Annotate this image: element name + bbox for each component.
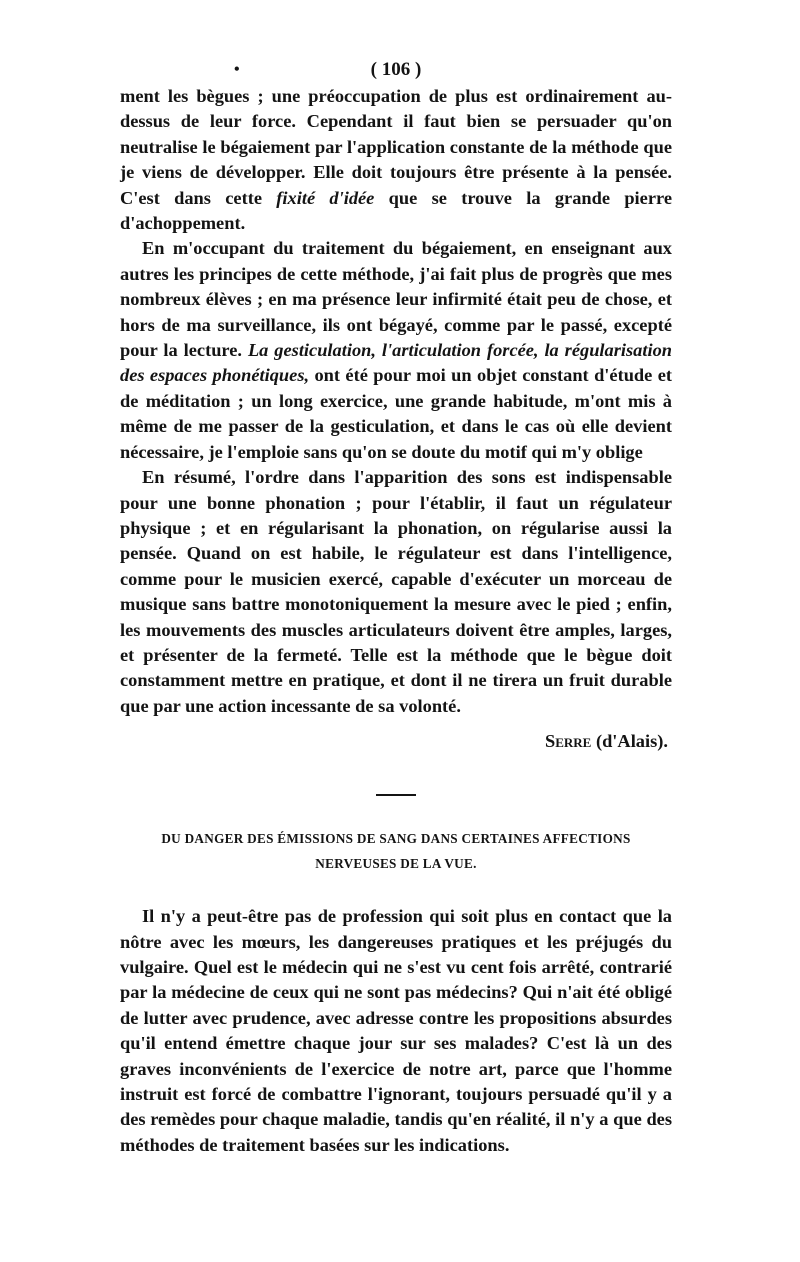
paragraph-text: que se trouve la grande pierre d'achoppement. bbox=[120, 187, 672, 234]
author-place: (d'Alais). bbox=[595, 731, 668, 752]
section-divider bbox=[376, 794, 416, 796]
paragraph-continuation bbox=[120, 84, 672, 236]
header-dot: • bbox=[234, 61, 240, 78]
paragraph-text: ment les bègues ; une préoccupation de plus est ordinairement au-dessus de leur force. Cependant il faut bien se persuader qu'on neutralise le bégaiement par l'application constante de la méthode que je viens de développer. Elle doit toujours être présente à la pensée. C'est dans cette bbox=[120, 86, 672, 208]
italic-phrase: fixité d'idée bbox=[276, 187, 375, 208]
paragraph-text: En m'occupant du traitement du bégaiement, en enseignant aux autres les principes de cette méthode, j'ai fait plus de progrès que mes nombreux élèves ; en ma présence leur infirmité était peu de chose, et hors de ma surveillance, ils ont bégayé, comme par le passé, excepté pour la lecture. bbox=[120, 238, 672, 361]
section-title-line: DU DANGER DES ÉMISSIONS DE SANG DANS CERTAINES AFFECTIONS bbox=[161, 831, 631, 847]
section-title-line: NERVEUSES DE LA VUE. bbox=[315, 856, 477, 872]
paragraph-section-body: Il n'y a peut-être pas de profession qui soit plus en contact que la nôtre avec les mœurs, les dangereuses pratiques et les préjugés du vulgaire. Quel est le médecin qui ne s'est vu cent fois arrêté, contrarié par la médecine de ceux qui ne sont pas médecins? Qui n'ait été obligé de lutter avec prudence, avec adresse contre les propositions absurdes qu'il entend émettre chaque jour sur ses malades? C'est là un des graves inconvénients de l'exercice de notre art, parce que l'homme instruit est forcé de combattre l'ignorant, toujours persuadé qu'il y a des remèdes pour chaque maladie, tandis qu'en réalité, il n'y a que des méthodes de traitement basées sur les indications. bbox=[120, 906, 672, 1155]
book-page bbox=[120, 56, 672, 1158]
paragraph-text: ont été pour moi un objet constant d'étude et de méditation ; un long exercice, une grande habitude, m'ont mis à même de me passer de la gesticulation, et dans le cas où elle devient nécessaire, je l'emploie sans qu'on se doute du motif qui m'y oblige bbox=[120, 365, 672, 462]
page-header bbox=[120, 56, 672, 84]
paragraph-summary: En résumé, l'ordre dans l'apparition des sons est indispensable pour une bonne phonation ; pour l'établir, il faut un régulateur physique ; et en régularisant la phonation, on régularise aussi la pensée. Quand on est habile, le régulateur est dans l'intelligence, comme pour le musicien exercé, capable d'exécuter un morceau de musique sans battre monotoniquement la mesure avec le pied ; enfin, les mouvements des muscles articulateurs doivent être amples, larges, et présenter de la fermeté. Telle est la méthode que le bègue doit constamment mettre en pratique, et dont il ne tirera un fruit durable que par une action incessante de sa volonté. bbox=[120, 467, 672, 716]
page-number: ( 106 ) bbox=[370, 59, 422, 80]
italic-phrase: La gesticulation, l'articulation forcée, la régularisation des espaces phonétiques, bbox=[120, 340, 672, 386]
paragraph-treatment bbox=[120, 236, 672, 465]
section-title bbox=[120, 826, 672, 876]
author-name: Serre bbox=[544, 731, 592, 752]
author-signature bbox=[120, 729, 672, 754]
